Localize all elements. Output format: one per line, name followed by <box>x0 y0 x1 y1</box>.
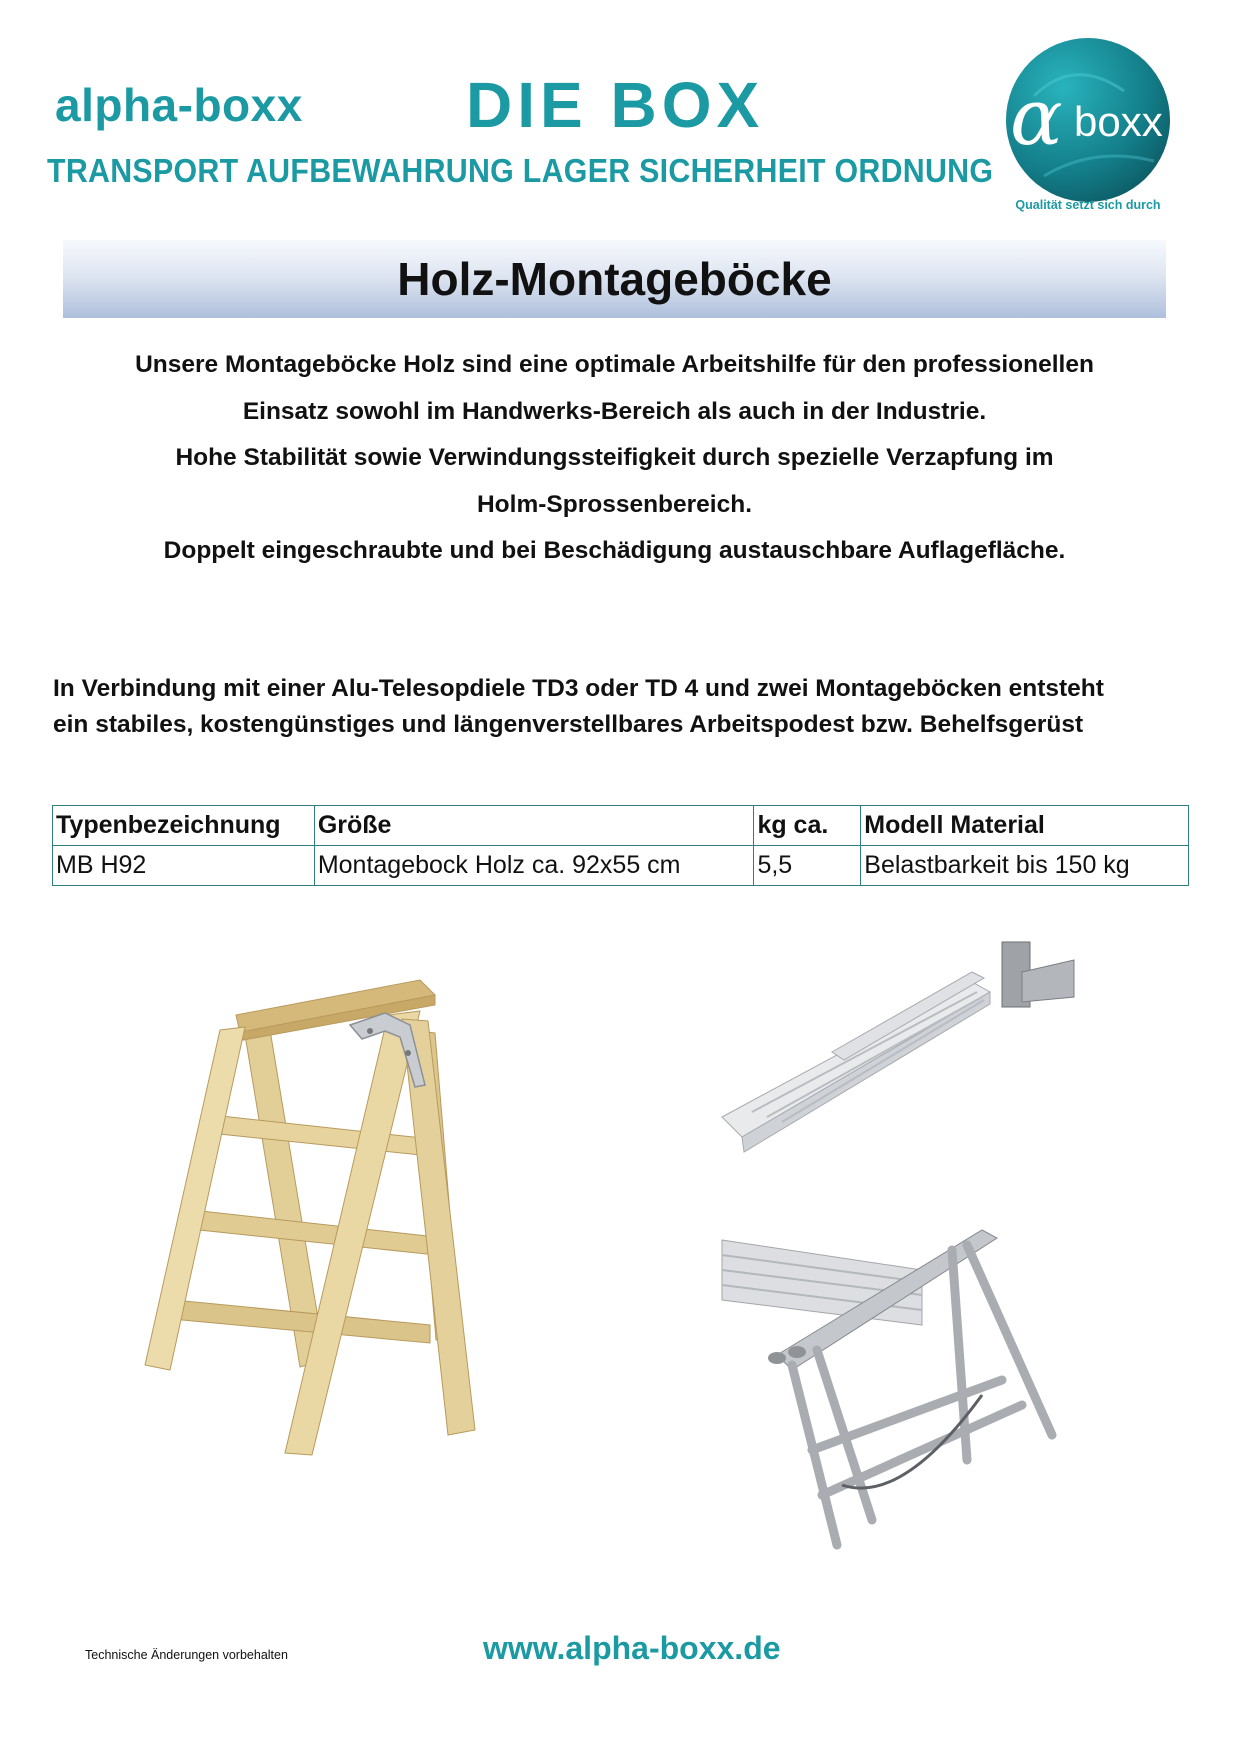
intro-paragraph <box>63 342 1166 575</box>
combo-line: ein stabiles, kostengünstiges und längenverstellbares Arbeitspodest bzw. Behelfsgerüst <box>53 711 1084 738</box>
headline: DIE BOX <box>466 69 765 141</box>
alpha-boxx-logo <box>1004 36 1172 204</box>
table-header-row <box>53 806 1189 846</box>
intro-line: Einsatz sowohl im Handwerks-Bereich als auch in der Industrie. <box>242 397 987 425</box>
combination-paragraph <box>53 671 1203 743</box>
col-header-weight: kg ca. <box>754 806 861 846</box>
page-title: Holz-Montageböcke <box>397 253 832 305</box>
combo-line: In Verbindung mit einer Alu-Telesopdiele TD3 oder TD 4 und zwei Montageböcken entsteht <box>53 675 1104 702</box>
cell-size: Montagebock Holz ca. 92x55 cm <box>314 846 754 886</box>
title-bar <box>63 240 1166 318</box>
table-row <box>53 846 1189 886</box>
svg-text:boxx: boxx <box>1074 98 1163 145</box>
col-header-size: Größe <box>314 806 754 846</box>
footer-url[interactable]: www.alpha-boxx.de <box>483 1630 781 1666</box>
svg-text:α: α <box>1010 73 1063 163</box>
alu-plank-image <box>722 942 1074 1167</box>
intro-line: Doppelt eingeschraubte und bei Beschädigung austauschbare Auflagefläche. <box>163 537 1066 564</box>
intro-line: Unsere Montageböcke Holz sind eine optimale Arbeitshilfe für den professionellen <box>135 351 1094 378</box>
footer-note: Technische Änderungen vorbehalten <box>85 1648 288 1662</box>
tagline: TRANSPORT AUFBEWAHRUNG LAGER SICHERHEIT ORDNUNG <box>47 152 994 189</box>
cell-type: MB H92 <box>53 846 315 886</box>
intro-line: Holm-Sprossenbereich. <box>476 490 752 518</box>
alu-trestle-image <box>722 1230 1062 1570</box>
col-header-model: Modell Material <box>861 806 1189 846</box>
spec-table <box>52 805 1189 886</box>
logo-slogan: Qualität setzt sich durch <box>1015 198 1161 212</box>
col-header-type: Typenbezeichnung <box>53 806 315 846</box>
intro-line: Hohe Stabilität sowie Verwindungssteifigkeit durch spezielle Verzapfung im <box>175 444 1054 471</box>
cell-material: Belastbarkeit bis 150 kg <box>861 846 1189 886</box>
wooden-trestle-image <box>140 975 510 1495</box>
cell-weight: 5,5 <box>754 846 861 886</box>
brand-name: alpha-boxx <box>55 79 303 131</box>
